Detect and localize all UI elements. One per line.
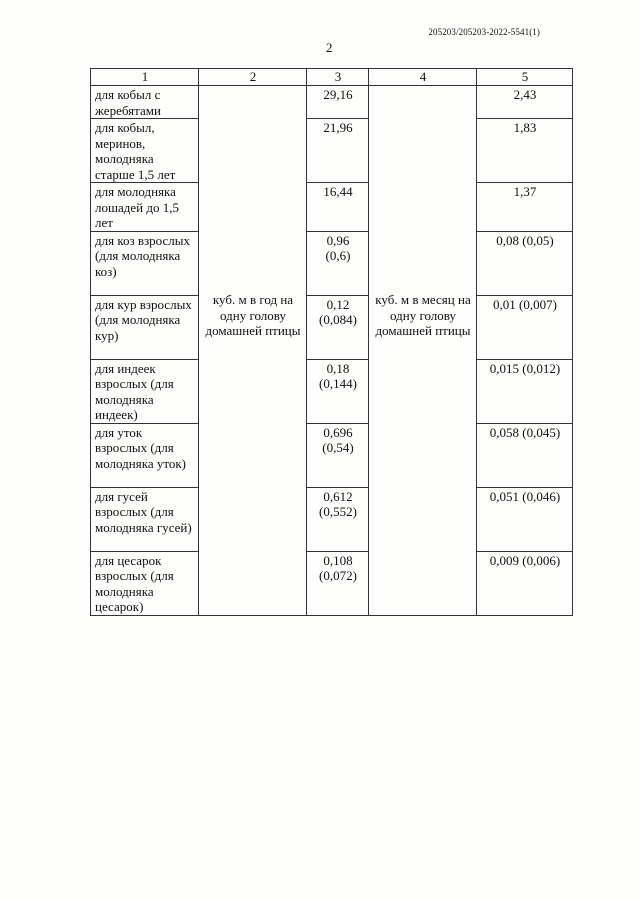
value-young: (0,084): [319, 312, 357, 327]
table-row: [91, 423, 573, 487]
value-main: 0,96: [326, 232, 350, 248]
column-3-value: [307, 487, 369, 551]
column-header-1: 1: [91, 69, 199, 86]
column-header-2: 2: [199, 69, 307, 86]
column-5-value: 0,058 (0,045): [477, 423, 573, 487]
document-id: 205203/205203-2022-5541(1): [428, 27, 540, 37]
value-young: (0,144): [319, 376, 357, 391]
table-row: [91, 183, 573, 232]
column-header-5: 5: [477, 69, 573, 86]
value-young: (0,6): [325, 248, 351, 263]
row-label: для кобыл с жеребятами: [91, 86, 199, 119]
norms-table: [90, 68, 573, 616]
row-label: для гусей взрослых (для молодняка гусей): [91, 487, 199, 551]
table-row: [91, 551, 573, 615]
row-label: для коз взрослых (для молодняка коз): [91, 231, 199, 295]
column-5-value: 0,01 (0,007): [477, 295, 573, 359]
value-main: 0,612: [323, 488, 353, 504]
value-main: 0,18: [326, 360, 350, 376]
column-3-value: [307, 183, 369, 232]
column-3-value: [307, 551, 369, 615]
value-main: 0,12: [326, 296, 350, 312]
column-5-value: 1,37: [477, 183, 573, 232]
table-row: [91, 119, 573, 183]
column-5-value: 0,051 (0,046): [477, 487, 573, 551]
column-3-value: [307, 119, 369, 183]
row-label: для цесарок взрослых (для молодняка цесарок): [91, 551, 199, 615]
row-label: для кур взрослых (для молодняка кур): [91, 295, 199, 359]
page-number: 2: [326, 40, 333, 55]
column-5-value: 1,83: [477, 119, 573, 183]
table-row: [91, 359, 573, 423]
value-main: 0,108: [323, 552, 353, 568]
column-2-unit-cell: [199, 86, 307, 616]
column-5-value: 2,43: [477, 86, 573, 119]
column-3-value: [307, 423, 369, 487]
column-5-value: 0,015 (0,012): [477, 359, 573, 423]
value-young: (0,54): [322, 440, 354, 455]
column-header-3: 3: [307, 69, 369, 86]
column-3-value: [307, 86, 369, 119]
row-label: для молодняка лошадей до 1,5 лет: [91, 183, 199, 232]
value-main: 21,96: [323, 120, 353, 135]
value-main: 16,44: [323, 184, 353, 199]
column-4-unit: куб. м в месяц на одну голову домашней птицы: [375, 292, 471, 338]
column-3-value: [307, 359, 369, 423]
column-3-value: [307, 295, 369, 359]
table-row: [91, 487, 573, 551]
column-header-4: 4: [369, 69, 477, 86]
column-5-value: 0,009 (0,006): [477, 551, 573, 615]
table-row: [91, 86, 573, 119]
row-label: для уток взрослых (для молодняка уток): [91, 423, 199, 487]
row-label: для индеек взрослых (для молодняка индеек): [91, 359, 199, 423]
row-label: для кобыл, меринов, молодняка старше 1,5 лет: [91, 119, 199, 183]
value-main: 29,16: [323, 87, 353, 102]
column-2-unit: куб. м в год на одну голову домашней птицы: [205, 292, 301, 338]
table-row: [91, 231, 573, 295]
value-young: (0,552): [319, 504, 357, 519]
column-4-unit-cell: [369, 86, 477, 616]
column-5-value: 0,08 (0,05): [477, 231, 573, 295]
table-header-row: [91, 69, 573, 86]
value-young: (0,072): [319, 568, 357, 583]
column-3-value: [307, 231, 369, 295]
table-row: [91, 295, 573, 359]
value-main: 0,696: [323, 424, 353, 440]
